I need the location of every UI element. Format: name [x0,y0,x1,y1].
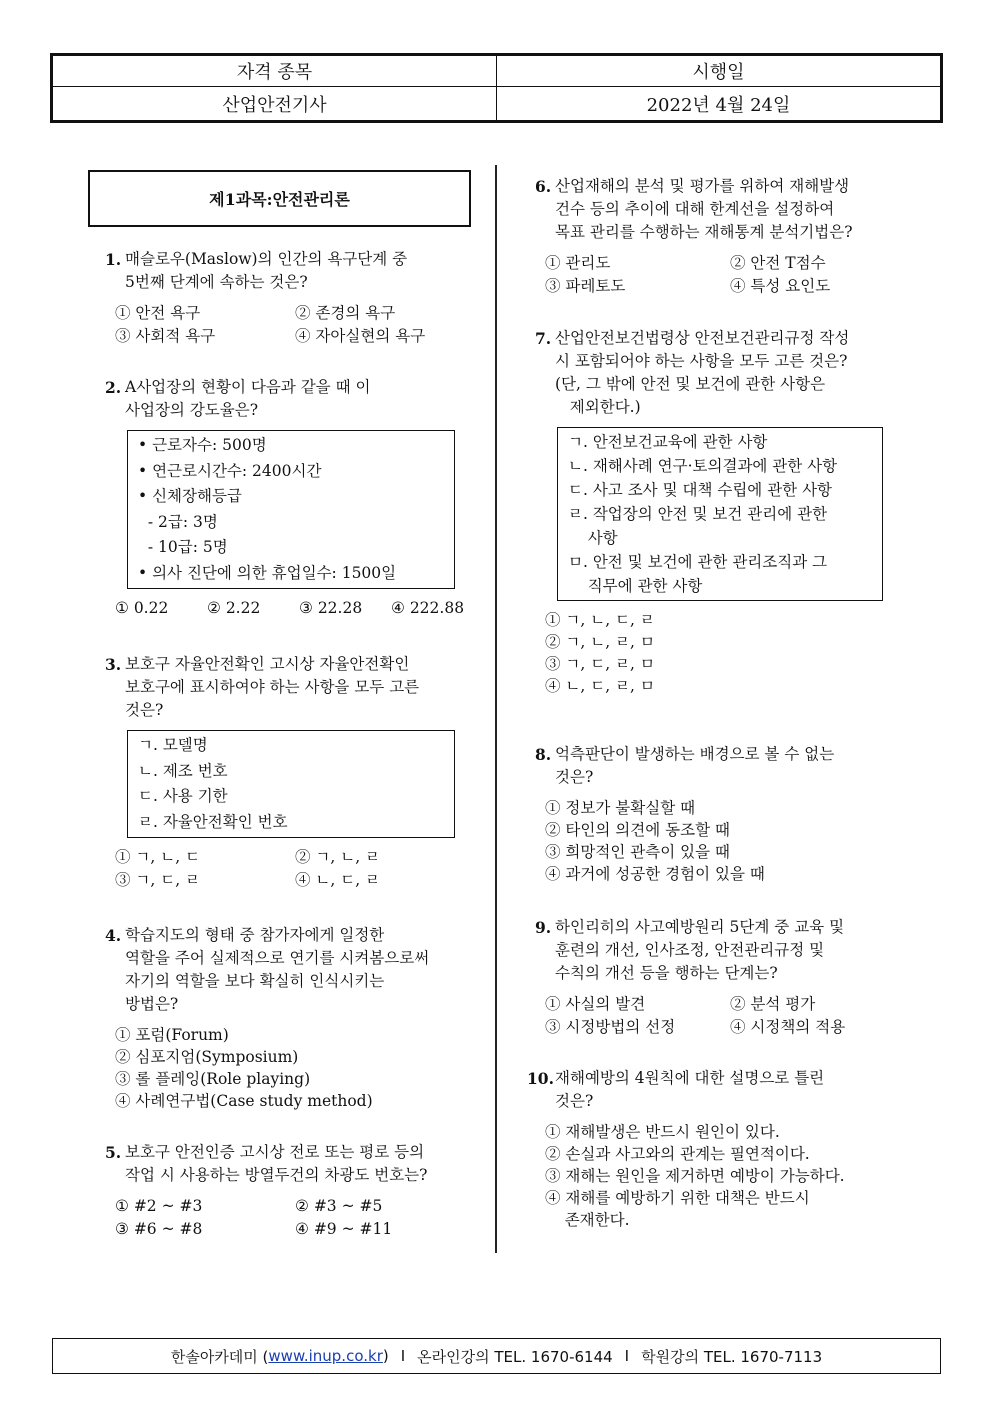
option-4[interactable]: ④ ㄴ, ㄷ, ㄹ [295,871,381,889]
question-5 [105,1141,490,1241]
box-line: • 의사 진단에 의한 휴업일수: 1500일 [138,563,397,582]
question-4 [105,924,490,1112]
option-1[interactable]: ① 0.22 [115,599,169,617]
option-1[interactable]: ① ㄱ, ㄴ, ㄷ, ㄹ [545,611,655,629]
option-1[interactable]: ① 사실의 발견 [545,995,646,1013]
question-number: 1. [105,250,122,269]
box-line: ㄴ. 재해사례 연구·토의결과에 관한 사항 [568,457,838,475]
question-number: 8. [535,745,552,764]
box-line: • 신체장해등급 [138,487,242,505]
option-1[interactable]: ① 관리도 [545,254,611,272]
option-3[interactable]: ③ 사회적 욕구 [115,327,216,345]
option-3[interactable]: ③ 재해는 원인을 제거하면 예방이 가능하다. [545,1167,845,1185]
option-1[interactable]: ① 정보가 불확실할 때 [545,799,696,817]
column-divider [495,165,497,1253]
question-8 [535,743,930,885]
question-number: 4. [105,926,122,945]
question-6 [535,175,925,298]
option-4[interactable]: ④ 자아실현의 욕구 [295,327,426,345]
question-number: 6. [535,177,552,196]
question-stem: 보호구 안전인증 고시상 전로 또는 평로 등의 작업 시 사용하는 방열두건의 차광도 번호는? [125,1143,428,1184]
option-1[interactable]: ① ㄱ, ㄴ, ㄷ [115,848,201,866]
question-number: 2. [105,378,122,397]
info-box [127,430,455,589]
question-stem: 산업재해의 분석 및 평가를 위하여 재해발생 건수 등의 추이에 대해 한계선을 설정하여 목표 관리를 수행하는 재해통계 분석기법은? [555,177,853,241]
question-stem: 산업안전보건법령상 안전보건관리규정 작성 시 포함되어야 하는 사항을 모두 고른 것은? (단, 그 밖에 안전 및 보건에 관한 사항은 제외한다.) [555,329,850,416]
box-line: ㄹ. 작업장의 안전 및 보건 관리에 관한 사항 [568,505,828,547]
question-number: 7. [535,329,552,348]
header-value-date: 2022년 4월 24일 [497,87,941,121]
option-3[interactable]: ③ 22.28 [299,599,363,617]
box-line: ㄱ. 모델명 [138,736,208,754]
box-line: ㄷ. 사고 조사 및 대책 수립에 관한 사항 [568,481,833,499]
option-2[interactable]: ② ㄱ, ㄴ, ㄹ, ㅁ [545,633,655,651]
option-2[interactable]: ② 안전 T점수 [730,254,826,272]
exam-header-table [50,53,943,123]
academy-website-link[interactable]: www.inup.co.kr [268,1347,383,1365]
option-4[interactable]: ④ 사례연구법(Case study method) [115,1092,373,1110]
option-4[interactable]: ④ 특성 요인도 [730,277,831,295]
option-4[interactable]: ④ #9 ~ #11 [295,1220,393,1238]
subject-title: 제1과목:안전관리론 [88,170,471,227]
question-stem: 재해예방의 4원칙에 대한 설명으로 틀린 것은? [555,1069,825,1110]
question-stem: 매슬로우(Maslow)의 인간의 욕구단계 중 5번째 단계에 속하는 것은? [125,250,408,291]
option-4[interactable]: ④ ㄴ, ㄷ, ㄹ, ㅁ [545,677,655,695]
option-2[interactable]: ② ㄱ, ㄴ, ㄹ [295,848,381,866]
question-number: 10. [527,1069,554,1088]
option-4[interactable]: ④ 과거에 성공한 경험이 있을 때 [545,865,765,883]
question-9 [535,916,930,1039]
question-stem: 억측판단이 발생하는 배경으로 볼 수 없는 것은? [555,745,835,786]
header-value-subject: 산업안전기사 [53,87,497,121]
header-label-subject: 자격 종목 [53,56,497,87]
question-10 [527,1067,927,1231]
option-2[interactable]: ② 심포지엄(Symposium) [115,1048,299,1066]
header-label-date: 시행일 [497,56,941,87]
option-4[interactable]: ④ 시정책의 적용 [730,1018,846,1036]
box-line: - 2급: 3명 [138,512,218,531]
box-line: ㄴ. 제조 번호 [138,761,228,780]
footer-bar [52,1338,941,1374]
option-2[interactable]: ② 분석 평가 [730,995,816,1013]
footer-academy: 한솔아카데미 ( [170,1347,269,1366]
box-line: ㄱ. 안전보건교육에 관한 사항 [568,433,768,451]
question-stem: 하인리히의 사고예방원리 5단계 중 교육 및 훈련의 개선, 인사조정, 안전관리규정 및 수칙의 개선 등을 행하는 단계는? [555,918,845,982]
box-line: ㄷ. 사용 기한 [138,787,228,805]
option-1[interactable]: ① 안전 욕구 [115,304,201,322]
question-3 [105,653,485,892]
question-stem: 보호구 자율안전확인 고시상 자율안전확인 보호구에 표시하여야 하는 사항을 모두 고른 것은? [125,655,420,719]
box-line: ㄹ. 자율안전확인 번호 [138,812,288,831]
option-1[interactable]: ① 포럼(Forum) [115,1026,229,1044]
option-4[interactable]: ④ 222.88 [391,599,465,617]
question-2 [105,376,485,620]
box-line: ㅁ. 안전 및 보건에 관한 관리조직과 그 직무에 관한 사항 [568,553,828,595]
option-3[interactable]: ③ 롤 플레잉(Role playing) [115,1070,311,1088]
option-4[interactable]: ④ 재해를 예방하기 위한 대책은 반드시 존재한다. [545,1189,810,1229]
info-box [127,730,455,838]
option-3[interactable]: ③ 시정방법의 선정 [545,1018,676,1036]
footer-paren: ) [382,1347,389,1365]
option-2[interactable]: ② #3 ~ #5 [295,1197,383,1215]
question-stem: A사업장의 현황이 다음과 같을 때 이 사업장의 강도율은? [125,378,371,419]
question-number: 3. [105,655,122,674]
option-2[interactable]: ② 존경의 욕구 [295,304,396,322]
option-3[interactable]: ③ #6 ~ #8 [115,1220,203,1238]
question-number: 5. [105,1143,122,1162]
option-1[interactable]: ① #2 ~ #3 [115,1197,203,1215]
option-3[interactable]: ③ 희망적인 관측이 있을 때 [545,843,730,861]
footer-offline-phone: 학원강의 TEL. 1670-7113 [641,1347,823,1366]
footer-separator: I [400,1347,406,1365]
box-line: • 근로자수: 500명 [138,436,267,454]
question-stem: 학습지도의 형태 중 참가자에게 일정한 역할을 주어 실제적으로 연기를 시켜봄으로써 자기의 역할을 보다 확실히 인식시키는 방법은? [125,926,430,1013]
option-3[interactable]: ③ ㄱ, ㄷ, ㄹ, ㅁ [545,655,655,673]
box-line: - 10급: 5명 [138,538,228,556]
option-2[interactable]: ② 2.22 [207,599,261,617]
question-number: 9. [535,918,552,937]
option-2[interactable]: ② 타인의 의견에 동조할 때 [545,821,730,839]
option-3[interactable]: ③ ㄱ, ㄷ, ㄹ [115,871,201,889]
question-7 [535,327,930,697]
question-1 [105,248,485,348]
footer-separator: I [624,1347,630,1365]
box-line: • 연근로시간수: 2400시간 [138,461,322,480]
info-box [557,427,883,601]
footer-online-phone: 온라인강의 TEL. 1670-6144 [417,1347,613,1366]
option-3[interactable]: ③ 파레토도 [545,277,626,295]
option-1[interactable]: ① 재해발생은 반드시 원인이 있다. [545,1123,780,1141]
option-2[interactable]: ② 손실과 사고와의 관계는 필연적이다. [545,1145,810,1163]
